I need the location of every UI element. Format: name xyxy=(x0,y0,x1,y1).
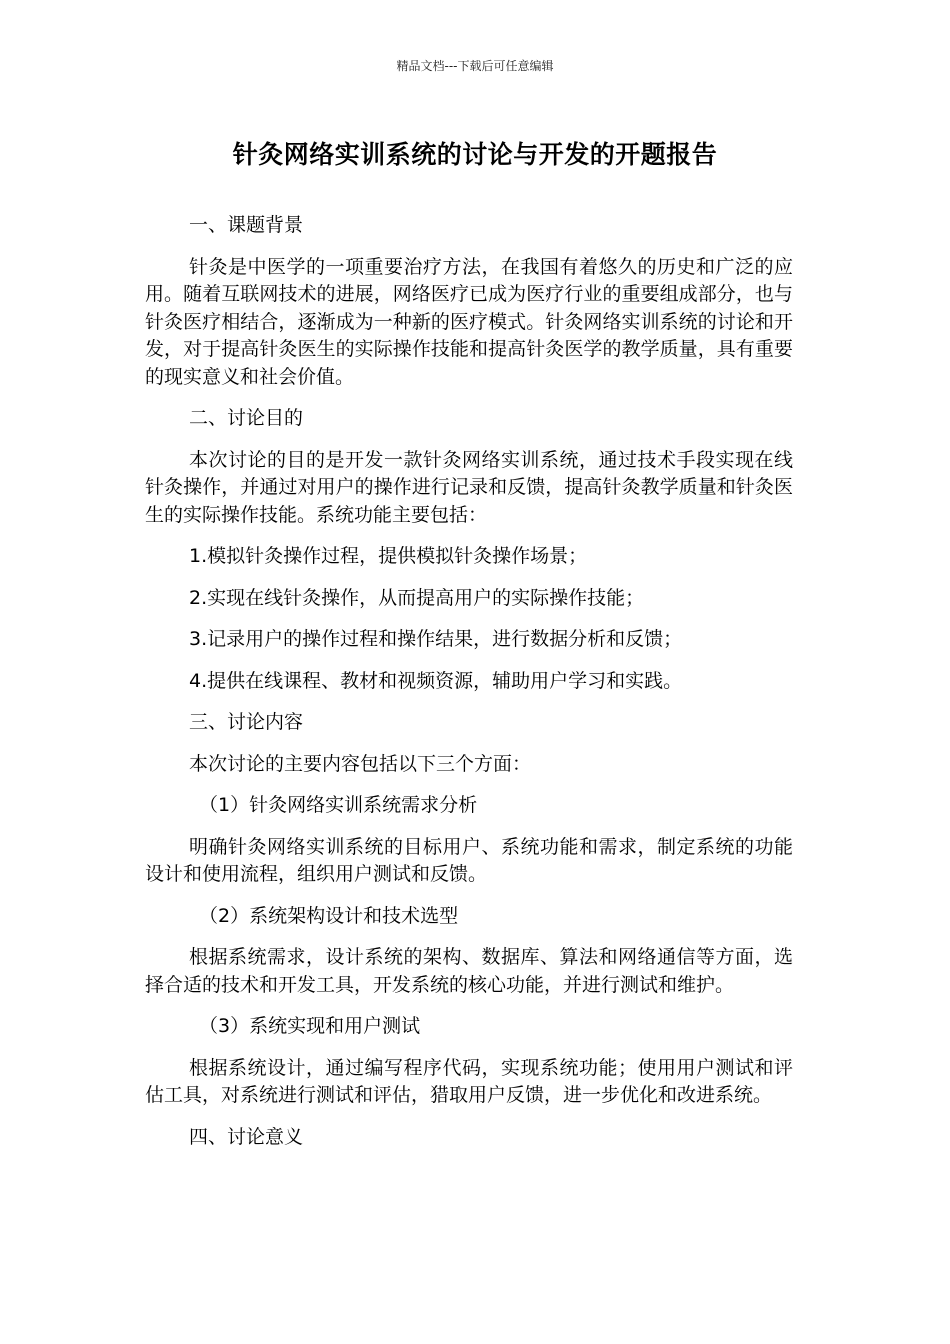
document-body xyxy=(145,212,793,1165)
paragraph-architecture: 根据系统需求，设计系统的架构、数据库、算法和网络通信等方面，选择合适的技术和开发工具，开发系统的核心功能，并进行测试和维护。 xyxy=(145,946,793,996)
section-heading-purpose: 二、讨论目的 xyxy=(189,407,304,429)
list-item-function-3: 3.记录用户的操作过程和操作结果，进行数据分析和反馈； xyxy=(189,628,683,650)
section-heading-content: 三、讨论内容 xyxy=(189,711,304,733)
section-heading-background: 一、课题背景 xyxy=(189,214,304,236)
document-title: 针灸网络实训系统的讨论与开发的开题报告 xyxy=(232,140,718,169)
paragraph-background: 针灸是中医学的一项重要治疗方法，在我国有着悠久的历史和广泛的应用。随着互联网技术的进展，网络医疗已成为医疗行业的重要组成部分，也与针灸医疗相结合，逐渐成为一种新的医疗模式。针灸网络实训系统的讨论和开发，对于提高针灸医生的实际操作技能和提高针灸医学的教学质量，具有重要的现实意义和社会价值。 xyxy=(145,255,793,388)
list-item-function-4: 4.提供在线课程、教材和视频资源，辅助用户学习和实践。 xyxy=(189,669,683,692)
paragraph-purpose: 本次讨论的目的是开发一款针灸网络实训系统，通过技术手段实现在线针灸操作，并通过对用户的操作进行记录和反馈，提高针灸教学质量和针灸医生的实际操作技能。系统功能主要包括： xyxy=(145,448,793,526)
list-item-function-1: 1.模拟针灸操作过程，提供模拟针灸操作场景； xyxy=(189,545,588,567)
page-header: 精品文档---下载后可任意编辑 xyxy=(396,59,554,73)
paragraph-content-intro: 本次讨论的主要内容包括以下三个方面： xyxy=(189,752,532,775)
subheading-implementation: （3）系统实现和用户测试 xyxy=(199,1015,421,1037)
subheading-requirements: （1）针灸网络实训系统需求分析 xyxy=(199,794,478,816)
subheading-architecture: （2）系统架构设计和技术选型 xyxy=(199,904,459,927)
list-item-function-2: 2.实现在线针灸操作，从而提高用户的实际操作技能； xyxy=(189,586,645,609)
paragraph-requirements: 明确针灸网络实训系统的目标用户、系统功能和需求，制定系统的功能设计和使用流程，组织用户测试和反馈。 xyxy=(145,835,793,885)
paragraph-implementation: 根据系统设计，通过编写程序代码，实现系统功能；使用用户测试和评估工具，对系统进行测试和评估，猎取用户反馈，进一步优化和改进系统。 xyxy=(145,1056,793,1106)
section-heading-significance: 四、讨论意义 xyxy=(189,1125,304,1148)
